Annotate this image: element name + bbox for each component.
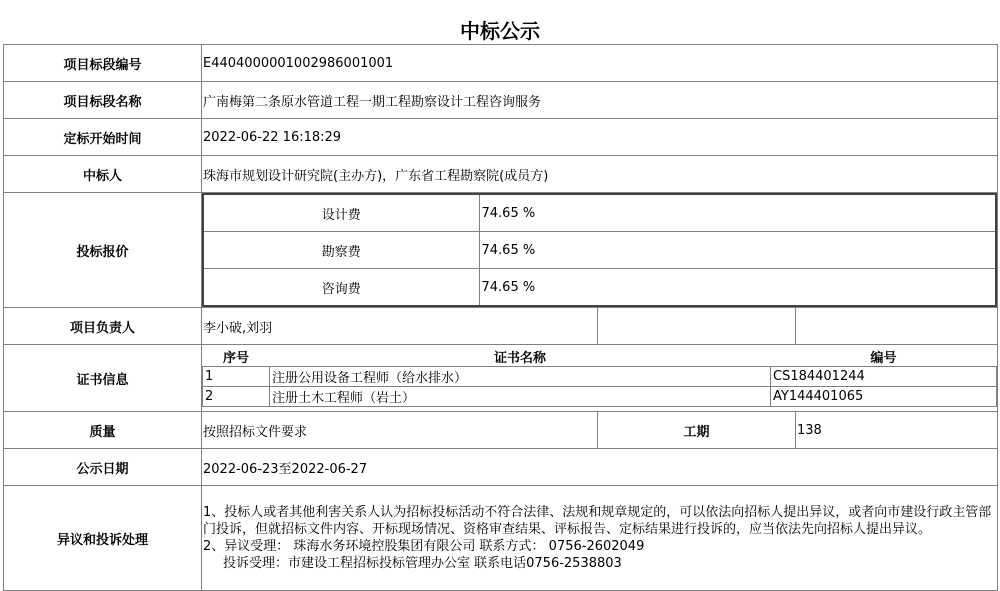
objection-line-1: 1、投标人或者其他利害关系人认为招标投标活动不符合法律、法规和规章规定的，可以依法向招标人提出异议，或者向市建设行政主管部门投诉，但就招标文件内容、开标现场情况、资格审查结果、评标报告、定标结果进行投诉的，应当依法先向招标人提出异议。 xyxy=(203,505,992,537)
manager-empty-cell xyxy=(598,308,796,345)
fee-name: 设计费 xyxy=(203,194,479,232)
fee-row xyxy=(203,269,996,307)
manager-value: 李小破,刘羽 xyxy=(202,308,598,345)
objection-label: 异议和投诉处理 xyxy=(4,486,202,591)
cert-header-name: 证书名称 xyxy=(493,351,546,366)
row-quality xyxy=(4,412,998,449)
fee-value: 74.65 % xyxy=(479,232,996,269)
objection-content xyxy=(202,486,998,591)
fee-table xyxy=(202,193,997,307)
certificate-row xyxy=(203,367,997,387)
section-no-value: E4404000001002986001001 xyxy=(202,45,998,82)
bid-price-cell xyxy=(202,193,998,308)
quality-label: 质量 xyxy=(4,412,202,449)
winner-label: 中标人 xyxy=(4,156,202,193)
row-bid-price xyxy=(4,193,998,308)
objection-line-2: 2、异议受理： 珠海水务环境控股集团有限公司 联系方式： 0756-2602049 xyxy=(203,539,645,554)
certificates-cell xyxy=(202,345,998,412)
certificate-table xyxy=(202,347,997,407)
fee-value: 74.65 % xyxy=(479,194,996,232)
quality-value: 按照招标文件要求 xyxy=(202,412,598,449)
cert-name: 注册土木工程师（岩土） xyxy=(270,387,771,407)
bid-price-label: 投标报价 xyxy=(4,193,202,308)
bid-announcement-table xyxy=(3,44,998,591)
row-winner xyxy=(4,156,998,193)
period-value: 138 xyxy=(796,412,998,449)
section-name-label: 项目标段名称 xyxy=(4,82,202,119)
manager-empty-cell xyxy=(796,308,998,345)
publish-date-value: 2022-06-23至2022-06-27 xyxy=(202,449,998,486)
page-title: 中标公示 xyxy=(460,19,540,43)
objection-line-3: 投诉受理：市建设工程招标投标管理办公室 联系电话0756-2538803 xyxy=(223,556,622,571)
cert-header-no: 序号 xyxy=(222,351,249,366)
winner-value: 珠海市规划设计研究院(主办方)，广东省工程勘察院(成员方) xyxy=(202,156,998,193)
fee-name: 勘察费 xyxy=(203,232,479,269)
row-manager xyxy=(4,308,998,345)
period-label: 工期 xyxy=(598,412,796,449)
row-objection xyxy=(4,486,998,591)
row-publish-date xyxy=(4,449,998,486)
cert-no: 1 xyxy=(203,367,270,387)
fee-value: 74.65 % xyxy=(479,269,996,307)
section-name-value: 广南梅第二条原水管道工程一期工程勘察设计工程咨询服务 xyxy=(202,82,998,119)
start-time-label: 定标开始时间 xyxy=(4,119,202,156)
fee-name: 咨询费 xyxy=(203,269,479,307)
section-no-label: 项目标段编号 xyxy=(4,45,202,82)
cert-name: 注册公用设备工程师（给水排水） xyxy=(270,367,771,387)
row-start-time xyxy=(4,119,998,156)
cert-code: CS184401244 xyxy=(771,367,997,387)
certificate-row xyxy=(203,387,997,407)
row-section-name xyxy=(4,82,998,119)
cert-no: 2 xyxy=(203,387,270,407)
row-certificates xyxy=(4,345,998,412)
fee-row xyxy=(203,232,996,269)
cert-header-code: 编号 xyxy=(870,351,897,366)
publish-date-label: 公示日期 xyxy=(4,449,202,486)
cert-code: AY144401065 xyxy=(771,387,997,407)
fee-row xyxy=(203,194,996,232)
certificates-label: 证书信息 xyxy=(4,345,202,412)
manager-label: 项目负责人 xyxy=(4,308,202,345)
row-section-no xyxy=(4,45,998,82)
certificate-header-row xyxy=(203,347,997,367)
start-time-value: 2022-06-22 16:18:29 xyxy=(202,119,998,156)
